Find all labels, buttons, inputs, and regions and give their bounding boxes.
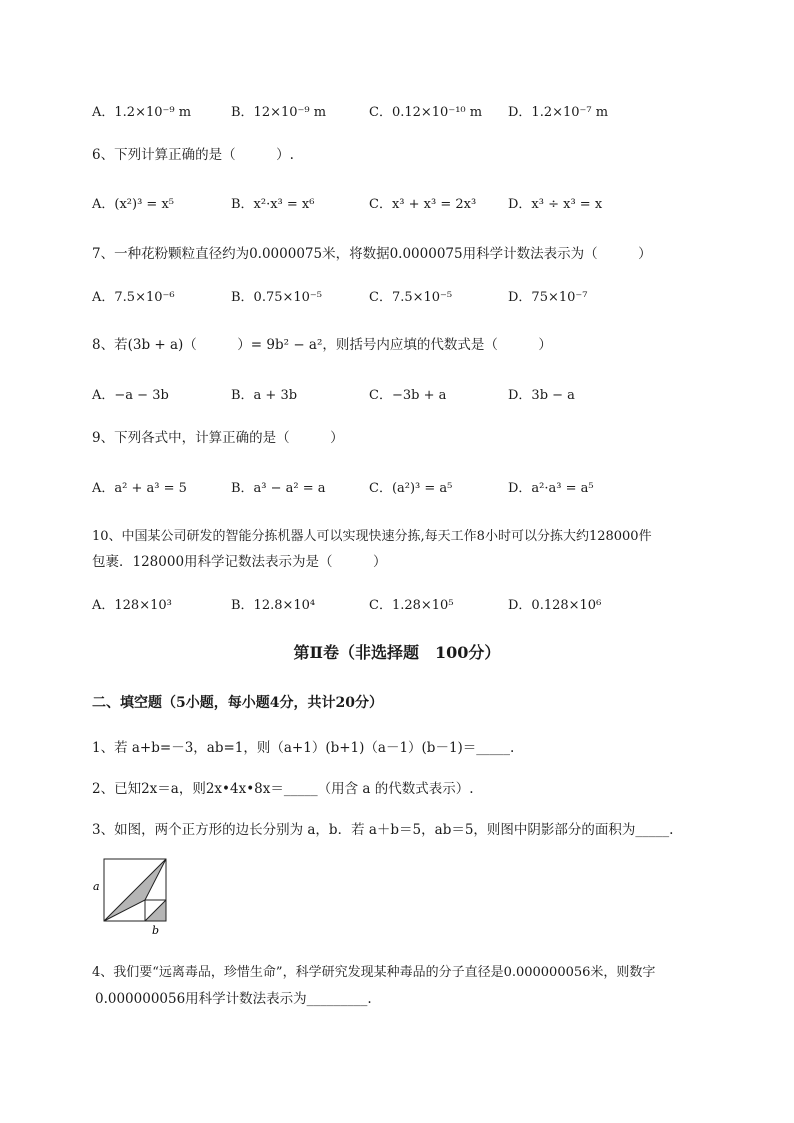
fill-section-subtitle: 二、填空题（5小题，每小题4分，共计20分） xyxy=(92,695,383,711)
fill-q4-line2: 0.000000056用科学计数法表示为_________. xyxy=(95,991,372,1007)
label-b: b xyxy=(152,924,160,937)
q8-option-c: C．−3b + a xyxy=(369,388,447,403)
fill-q4-line1: 4、我们要“远离毒品，珍惜生命”，科学研究发现某种毒品的分子直径是0.000000056米，则数字 xyxy=(92,965,656,980)
q6-option-c: C．x³ + x³ = 2x³ xyxy=(369,197,477,212)
q8-option-d: D．3b − a xyxy=(508,388,575,403)
q9-option-d: D．a²·a³ = a⁵ xyxy=(508,481,594,496)
q6-option-b: B．x²·x³ = x⁶ xyxy=(231,197,315,212)
q8-option-a: A．−a − 3b xyxy=(92,388,169,403)
label-a: a xyxy=(93,880,100,893)
q10-option-a: A．128×10³ xyxy=(92,598,172,613)
q10-option-b: B．12.8×10⁴ xyxy=(231,598,316,613)
q7-option-c: C．7.5×10⁻⁵ xyxy=(369,290,453,305)
q7-stem: 7、一种花粉颗粒直径约为0.0000075米，将数据0.0000075用科学计数法表示为（ ） xyxy=(92,246,652,262)
q5-option-d: D．1.2×10⁻⁷ m xyxy=(508,105,609,120)
q10-option-c: C．1.28×10⁵ xyxy=(369,598,454,613)
q7-option-a: A．7.5×10⁻⁶ xyxy=(92,290,175,305)
fill-q3: 3、如图，两个正方形的边长分别为 a，b．若 a＋b＝5，ab＝5，则图中阴影部分的面积为_____. xyxy=(92,822,674,838)
section-title: 第Ⅱ卷（非选择题 100分） xyxy=(293,643,501,662)
q9-stem: 9、下列各式中，计算正确的是（ ） xyxy=(92,430,344,446)
q6-stem: 6、下列计算正确的是（ ）. xyxy=(92,147,294,163)
q5-option-a: A．1.2×10⁻⁹ m xyxy=(92,105,192,120)
q8-option-b: B．a + 3b xyxy=(231,388,298,403)
q6-option-d: D．x³ ÷ x³ = x xyxy=(508,197,603,212)
q9-option-b: B．a³ − a² = a xyxy=(231,481,326,496)
q6-option-a: A．(x²)³ = x⁵ xyxy=(92,197,174,212)
fill-q1: 1、若 a+b=－3，ab=1，则（a+1）(b+1)（a－1）(b－1)＝_____. xyxy=(92,740,515,756)
fill-q2: 2、已知2x＝a，则2x•4x•8x＝_____（用含 a 的代数式表示）. xyxy=(92,781,474,797)
q8-stem: 8、若(3b + a)（ ）= 9b² − a²，则括号内应填的代数式是（ ） xyxy=(92,337,552,353)
squares-figure xyxy=(92,856,182,944)
q5-option-c: C．0.12×10⁻¹⁰ m xyxy=(369,105,483,120)
squares-diagram xyxy=(92,856,182,940)
shaded-triangle-small xyxy=(145,900,166,921)
q7-option-b: B．0.75×10⁻⁵ xyxy=(231,290,323,305)
q10-stem-line2: 包裹．128000用科学记数法表示为是（ ） xyxy=(92,554,387,570)
q5-option-b: B．12×10⁻⁹ m xyxy=(231,105,327,120)
q10-stem-line1: 10、中国某公司研发的智能分拣机器人可以实现快速分拣,每天工作8小时可以分拣大约128000件 xyxy=(92,529,652,544)
q10-option-d: D．0.128×10⁶ xyxy=(508,598,602,613)
q7-option-d: D．75×10⁻⁷ xyxy=(508,290,588,305)
q9-option-a: A．a² + a³ = 5 xyxy=(92,481,187,496)
q9-option-c: C．(a²)³ = a⁵ xyxy=(369,481,453,496)
